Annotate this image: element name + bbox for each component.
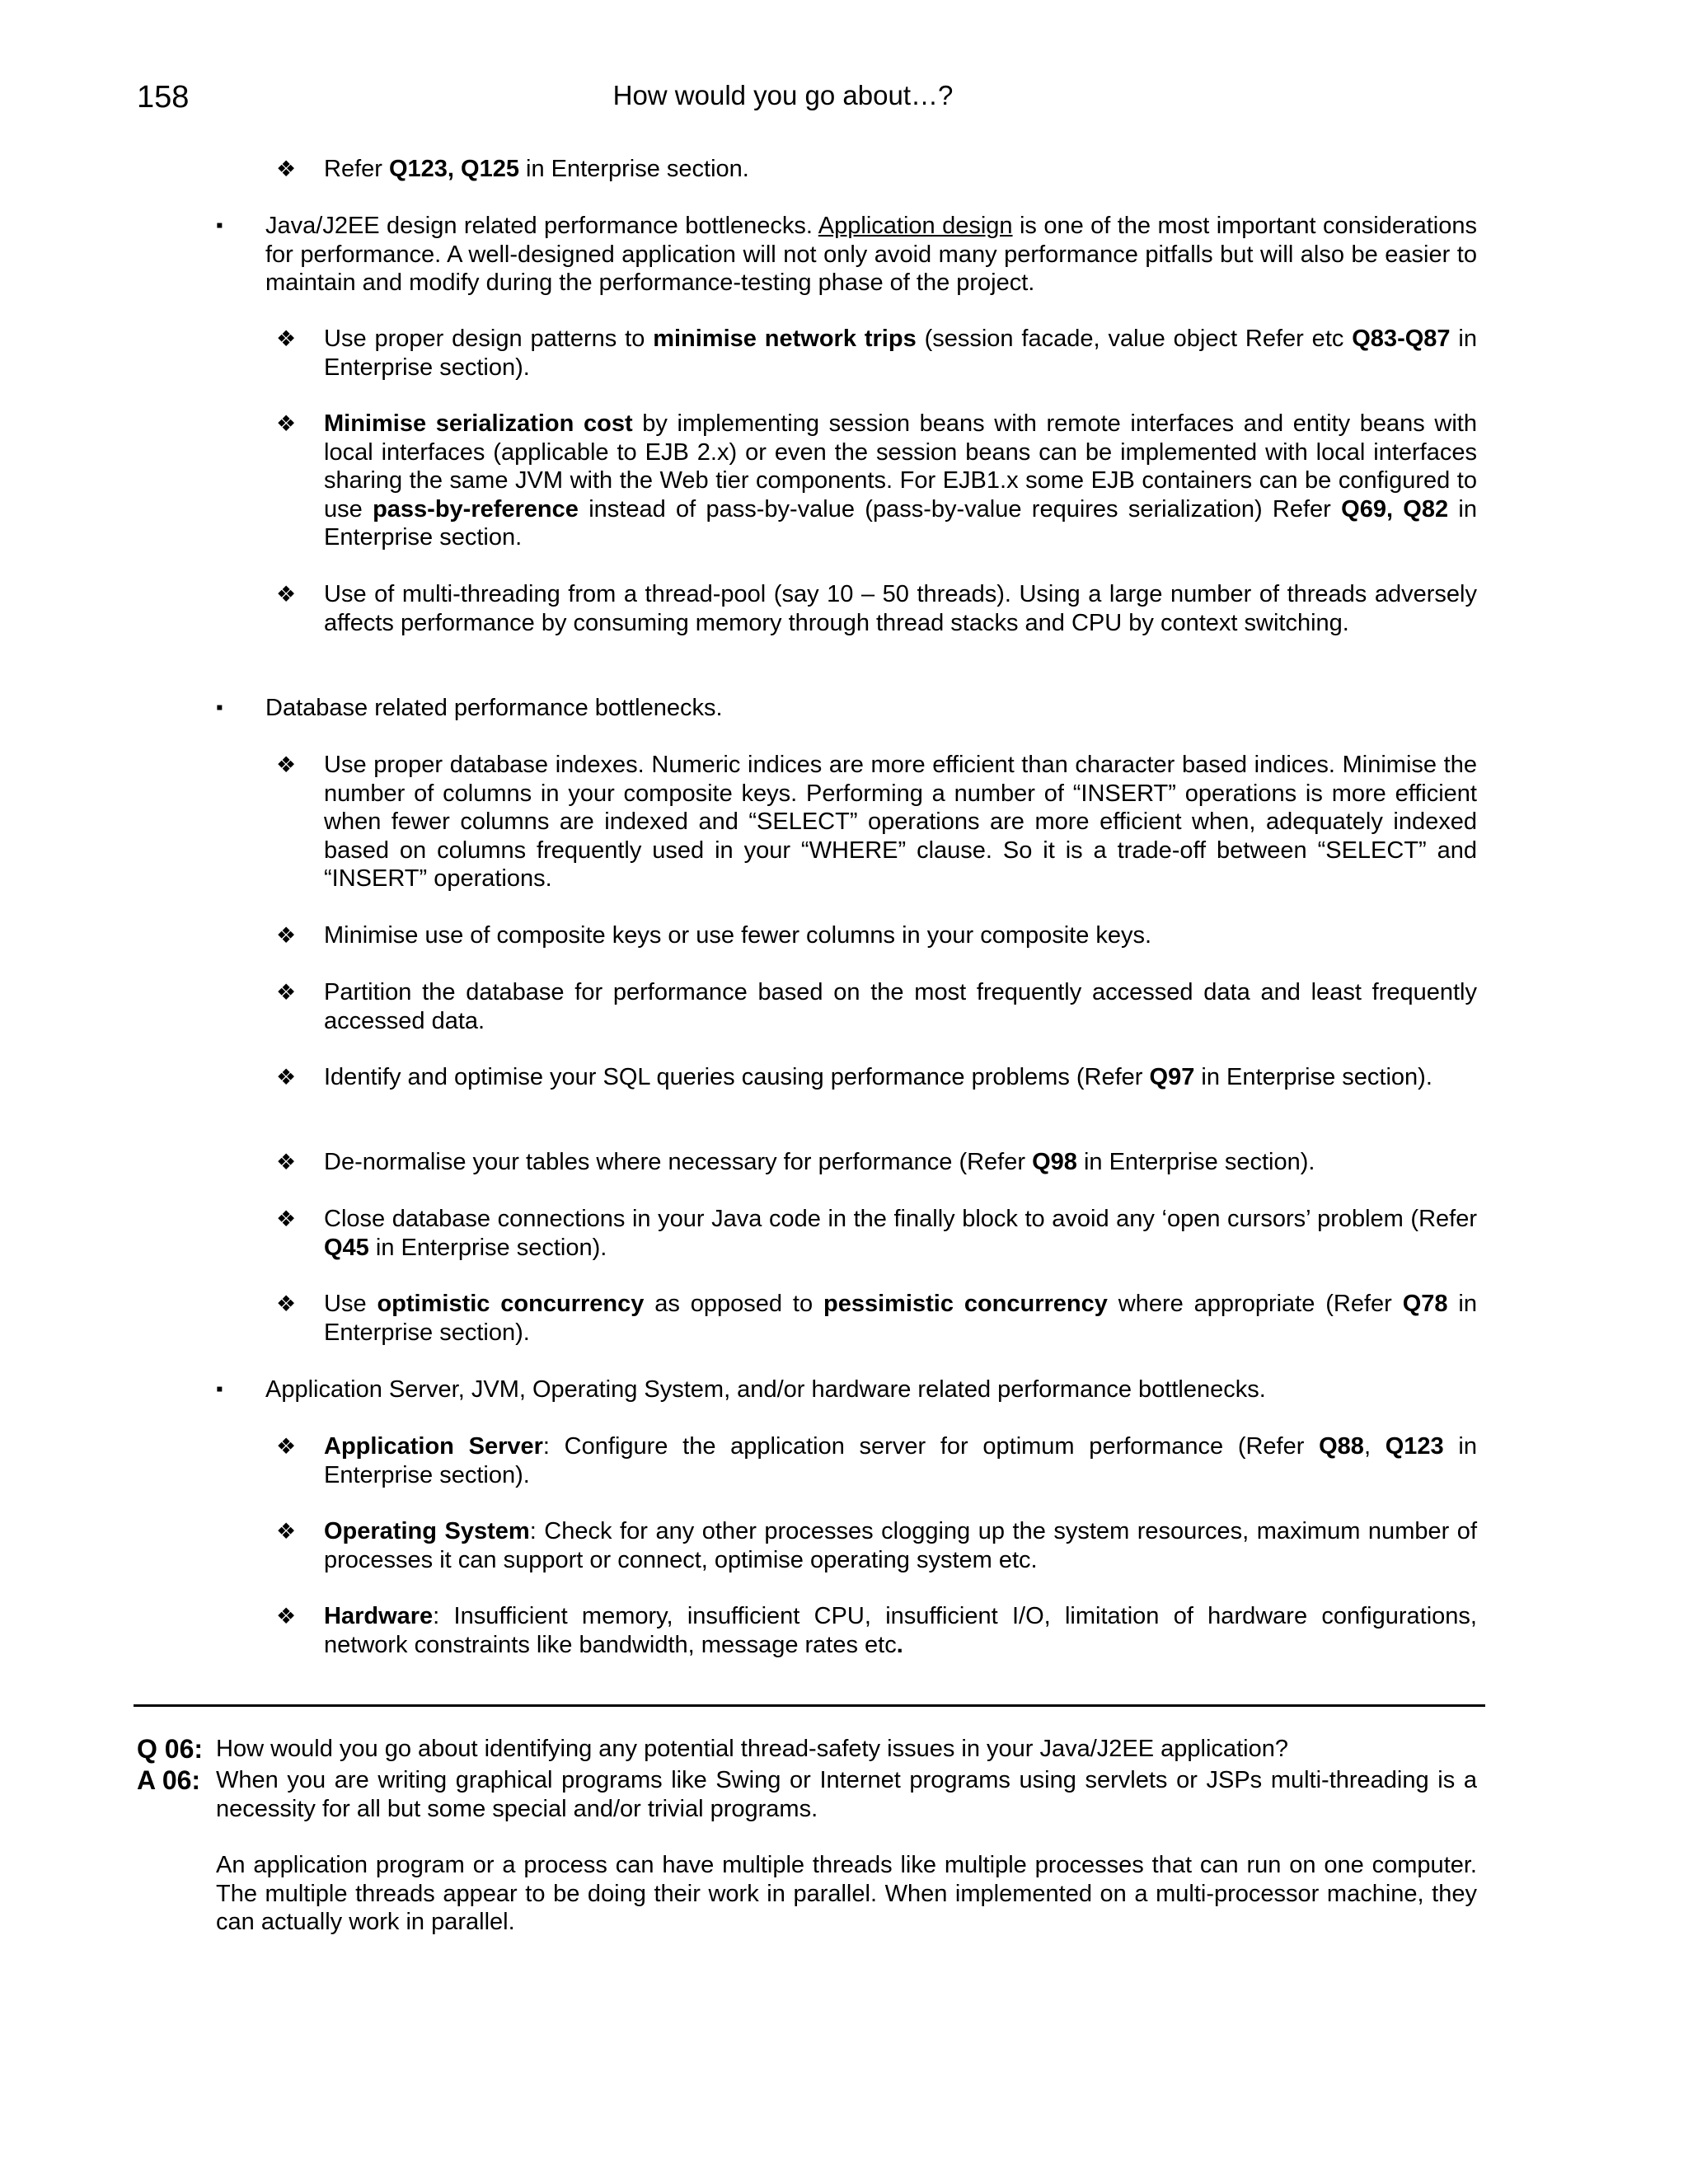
sub-bullet-design-patterns: ❖ Use proper design patterns to minimise network trips (session facade, value object Refer etc Q83-Q87 in Enterprise section). (324, 325, 1477, 382)
answer-label: A 06: (137, 1765, 201, 1795)
answer-paragraph-1: When you are writing graphical programs like Swing or Internet programs using servlets or JSPs multi-threading is a necessity for all but some special and/or trivial programs. (216, 1767, 1477, 1822)
sub-bullet-sql-queries: ❖ Identify and optimise your SQL queries causing performance problems (Refer Q97 in Enterprise section). (324, 1063, 1477, 1092)
bullet-appserver: ▪ Application Server, JVM, Operating System, and/or hardware related performance bottlenecks. (265, 1376, 1477, 1404)
page-number: 158 (137, 80, 190, 115)
sub-bullet-close-connections: ❖ Close database connections in your Java code in the finally block to avoid any ‘open cursors’ problem (Refer Q45 in Enterprise section). (324, 1205, 1477, 1262)
bullet-database: ▪ Database related performance bottlenecks. (265, 694, 1477, 723)
sub-bullet-operating-system: ❖ Operating System: Check for any other processes clogging up the system resources, maximum number of processes it can support or connect, optimise operating system etc. (324, 1517, 1477, 1574)
sub-bullet-multithreading: ❖ Use of multi-threading from a thread-pool (say 10 – 50 threads). Using a large number of threads adversely affects performance by consuming memory through thread stacks and CPU by context switching. (324, 580, 1477, 637)
running-title: How would you go about…? (612, 80, 954, 110)
sub-bullet-database-indexes: ❖ Use proper database indexes. Numeric indices are more efficient than character based indices. Minimise the number of columns in your composite keys. Performing a number of “INSERT” operations is more efficient when fewer columns are indexed and “SELECT” operations are more efficient when, adequately indexed based on columns frequently used in your “WHERE” clause. So it is a trade-off between “SELECT” and “INSERT” operations. (324, 751, 1477, 893)
question-label: Q 06: (137, 1734, 204, 1764)
sub-bullet-partition: ❖ Partition the database for performance based on the most frequently accessed data and least frequently accessed data. (324, 978, 1477, 1035)
bullet-java-design: ▪ Java/J2EE design related performance bottlenecks. Application design is one of the most important considerations for performance. A well-designed application will not only avoid many performance pitfalls but will also be easier to maintain and modify during the performance-testing phase of the project. (265, 212, 1477, 298)
question-text: How would you go about identifying any potential thread-safety issues in your Java/J2EE application? (216, 1736, 1288, 1762)
section-divider (134, 1704, 1485, 1707)
sub-bullet-hardware: ❖ Hardware: Insufficient memory, insufficient CPU, insufficient I/O, limitation of hardware configurations, network constraints like bandwidth, message rates etc. (324, 1602, 1477, 1659)
sub-bullet-refer-q123: ❖ Refer Q123, Q125 in Enterprise section. (324, 155, 1477, 184)
sub-bullet-composite-keys: ❖ Minimise use of composite keys or use fewer columns in your composite keys. (324, 921, 1477, 950)
sub-bullet-denormalise: ❖ De-normalise your tables where necessary for performance (Refer Q98 in Enterprise section). (324, 1148, 1477, 1177)
answer-paragraph-2: An application program or a process can have multiple threads like multiple processes that can run on one computer. The multiple threads appear to be doing their work in parallel. When implemented on a multi-processor machine, they can actually work in parallel. (216, 1852, 1477, 1935)
sub-bullet-serialization-cost: ❖ Minimise serialization cost by implementing session beans with remote interfaces and entity beans with local interfaces (applicable to EJB 2.x) or even the session beans can be implemented with local interfaces sharing the same JVM with the Web tier components. For EJB1.x some EJB containers can be configured to use pass-by-reference instead of pass-by-value (pass-by-value requires serialization) Refer Q69, Q82 in Enterprise section. (324, 410, 1477, 552)
sub-bullet-application-server: ❖ Application Server: Configure the application server for optimum performance (Refer Q88, Q123 in Enterprise section). (324, 1432, 1477, 1489)
sub-bullet-concurrency: ❖ Use optimistic concurrency as opposed to pessimistic concurrency where appropriate (Refer Q78 in Enterprise section). (324, 1290, 1477, 1347)
